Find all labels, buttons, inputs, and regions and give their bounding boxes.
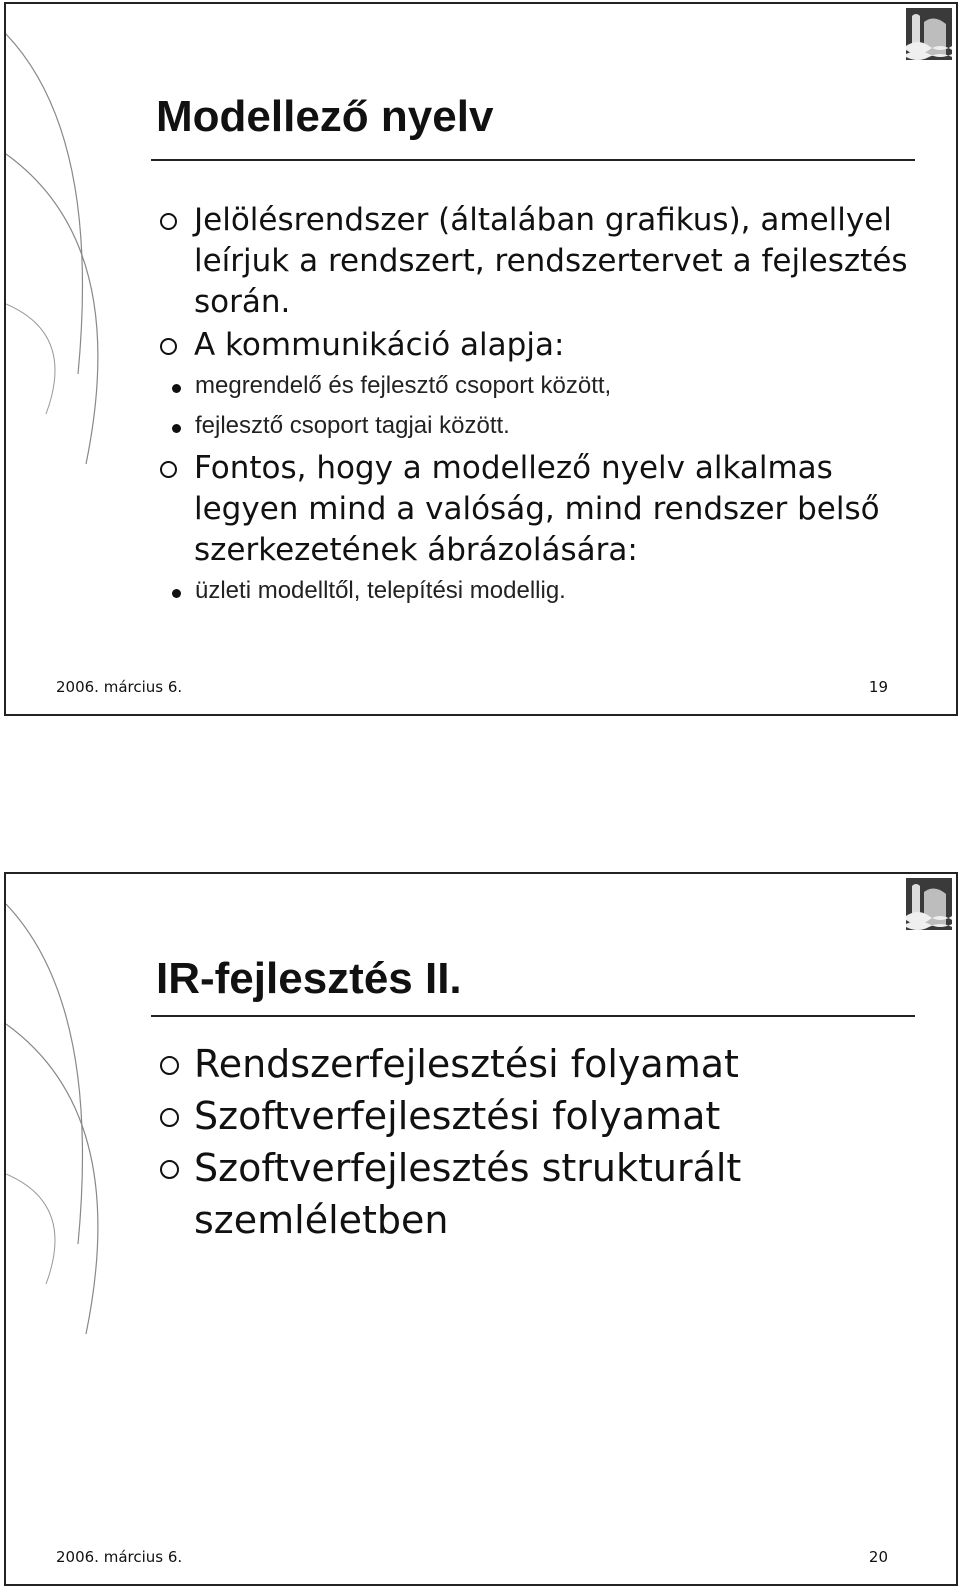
- filled-dot-bullet-icon: [172, 424, 181, 433]
- bullet-text: Jelölésrendszer (általában grafikus), amellyel leírjuk a rendszert, rendszertervet a fejlesztés során.: [194, 202, 908, 320]
- slide-19: [4, 2, 958, 716]
- sub-bullet-item: [118, 571, 926, 611]
- slide-20: [4, 872, 958, 1586]
- footer-date: 2006. március 6.: [56, 1548, 183, 1566]
- slide-title: Modellező nyelv: [156, 92, 494, 141]
- sub-bullet-item: [118, 406, 926, 446]
- title-underline: [151, 1015, 915, 1017]
- hollow-circle-bullet-icon: [160, 338, 177, 355]
- bullet-text: Rendszerfejlesztési folyamat: [194, 1042, 739, 1086]
- decorative-arcs: [6, 4, 126, 716]
- sub-bullet-item: [118, 366, 926, 406]
- bullet-text: A kommunikáció alapja:: [194, 327, 565, 363]
- bullet-text: Szoftverfejlesztési folyamat: [194, 1094, 721, 1138]
- slide-body: [156, 200, 926, 611]
- bullet-item: [156, 448, 926, 571]
- bullet-item: [156, 1090, 926, 1142]
- footer-date: 2006. március 6.: [56, 678, 183, 696]
- filled-dot-bullet-icon: [172, 589, 181, 598]
- bullet-text: Szoftverfejlesztés strukturált szemléletben: [194, 1146, 742, 1242]
- bullet-item: [156, 1038, 926, 1090]
- decorative-arcs: [6, 874, 126, 1586]
- university-logo: [906, 8, 952, 60]
- bullet-text: Fontos, hogy a modellező nyelv alkalmas legyen mind a valóság, mind rendszer belső szerkezetének ábrázolására:: [194, 450, 880, 568]
- bullet-item: [156, 325, 926, 366]
- hollow-circle-bullet-icon: [160, 213, 177, 230]
- bullet-item: [156, 1142, 926, 1246]
- bullet-item: [156, 200, 926, 323]
- university-logo: [906, 878, 952, 930]
- sub-bullet-text: fejlesztő csoport tagjai között.: [195, 412, 510, 439]
- hollow-circle-bullet-icon: [160, 1160, 179, 1179]
- footer-page-number: 20: [868, 1548, 888, 1566]
- footer-page-number: 19: [868, 678, 888, 696]
- hollow-circle-bullet-icon: [160, 461, 177, 478]
- slide-body: [156, 1038, 926, 1246]
- hollow-circle-bullet-icon: [160, 1108, 179, 1127]
- sub-bullet-text: üzleti modelltől, telepítési modellig.: [195, 577, 566, 604]
- slide-title: IR-fejlesztés II.: [156, 954, 462, 1003]
- hollow-circle-bullet-icon: [160, 1056, 179, 1075]
- title-underline: [151, 159, 915, 161]
- filled-dot-bullet-icon: [172, 384, 181, 393]
- sub-bullet-text: megrendelő és fejlesztő csoport között,: [195, 372, 612, 399]
